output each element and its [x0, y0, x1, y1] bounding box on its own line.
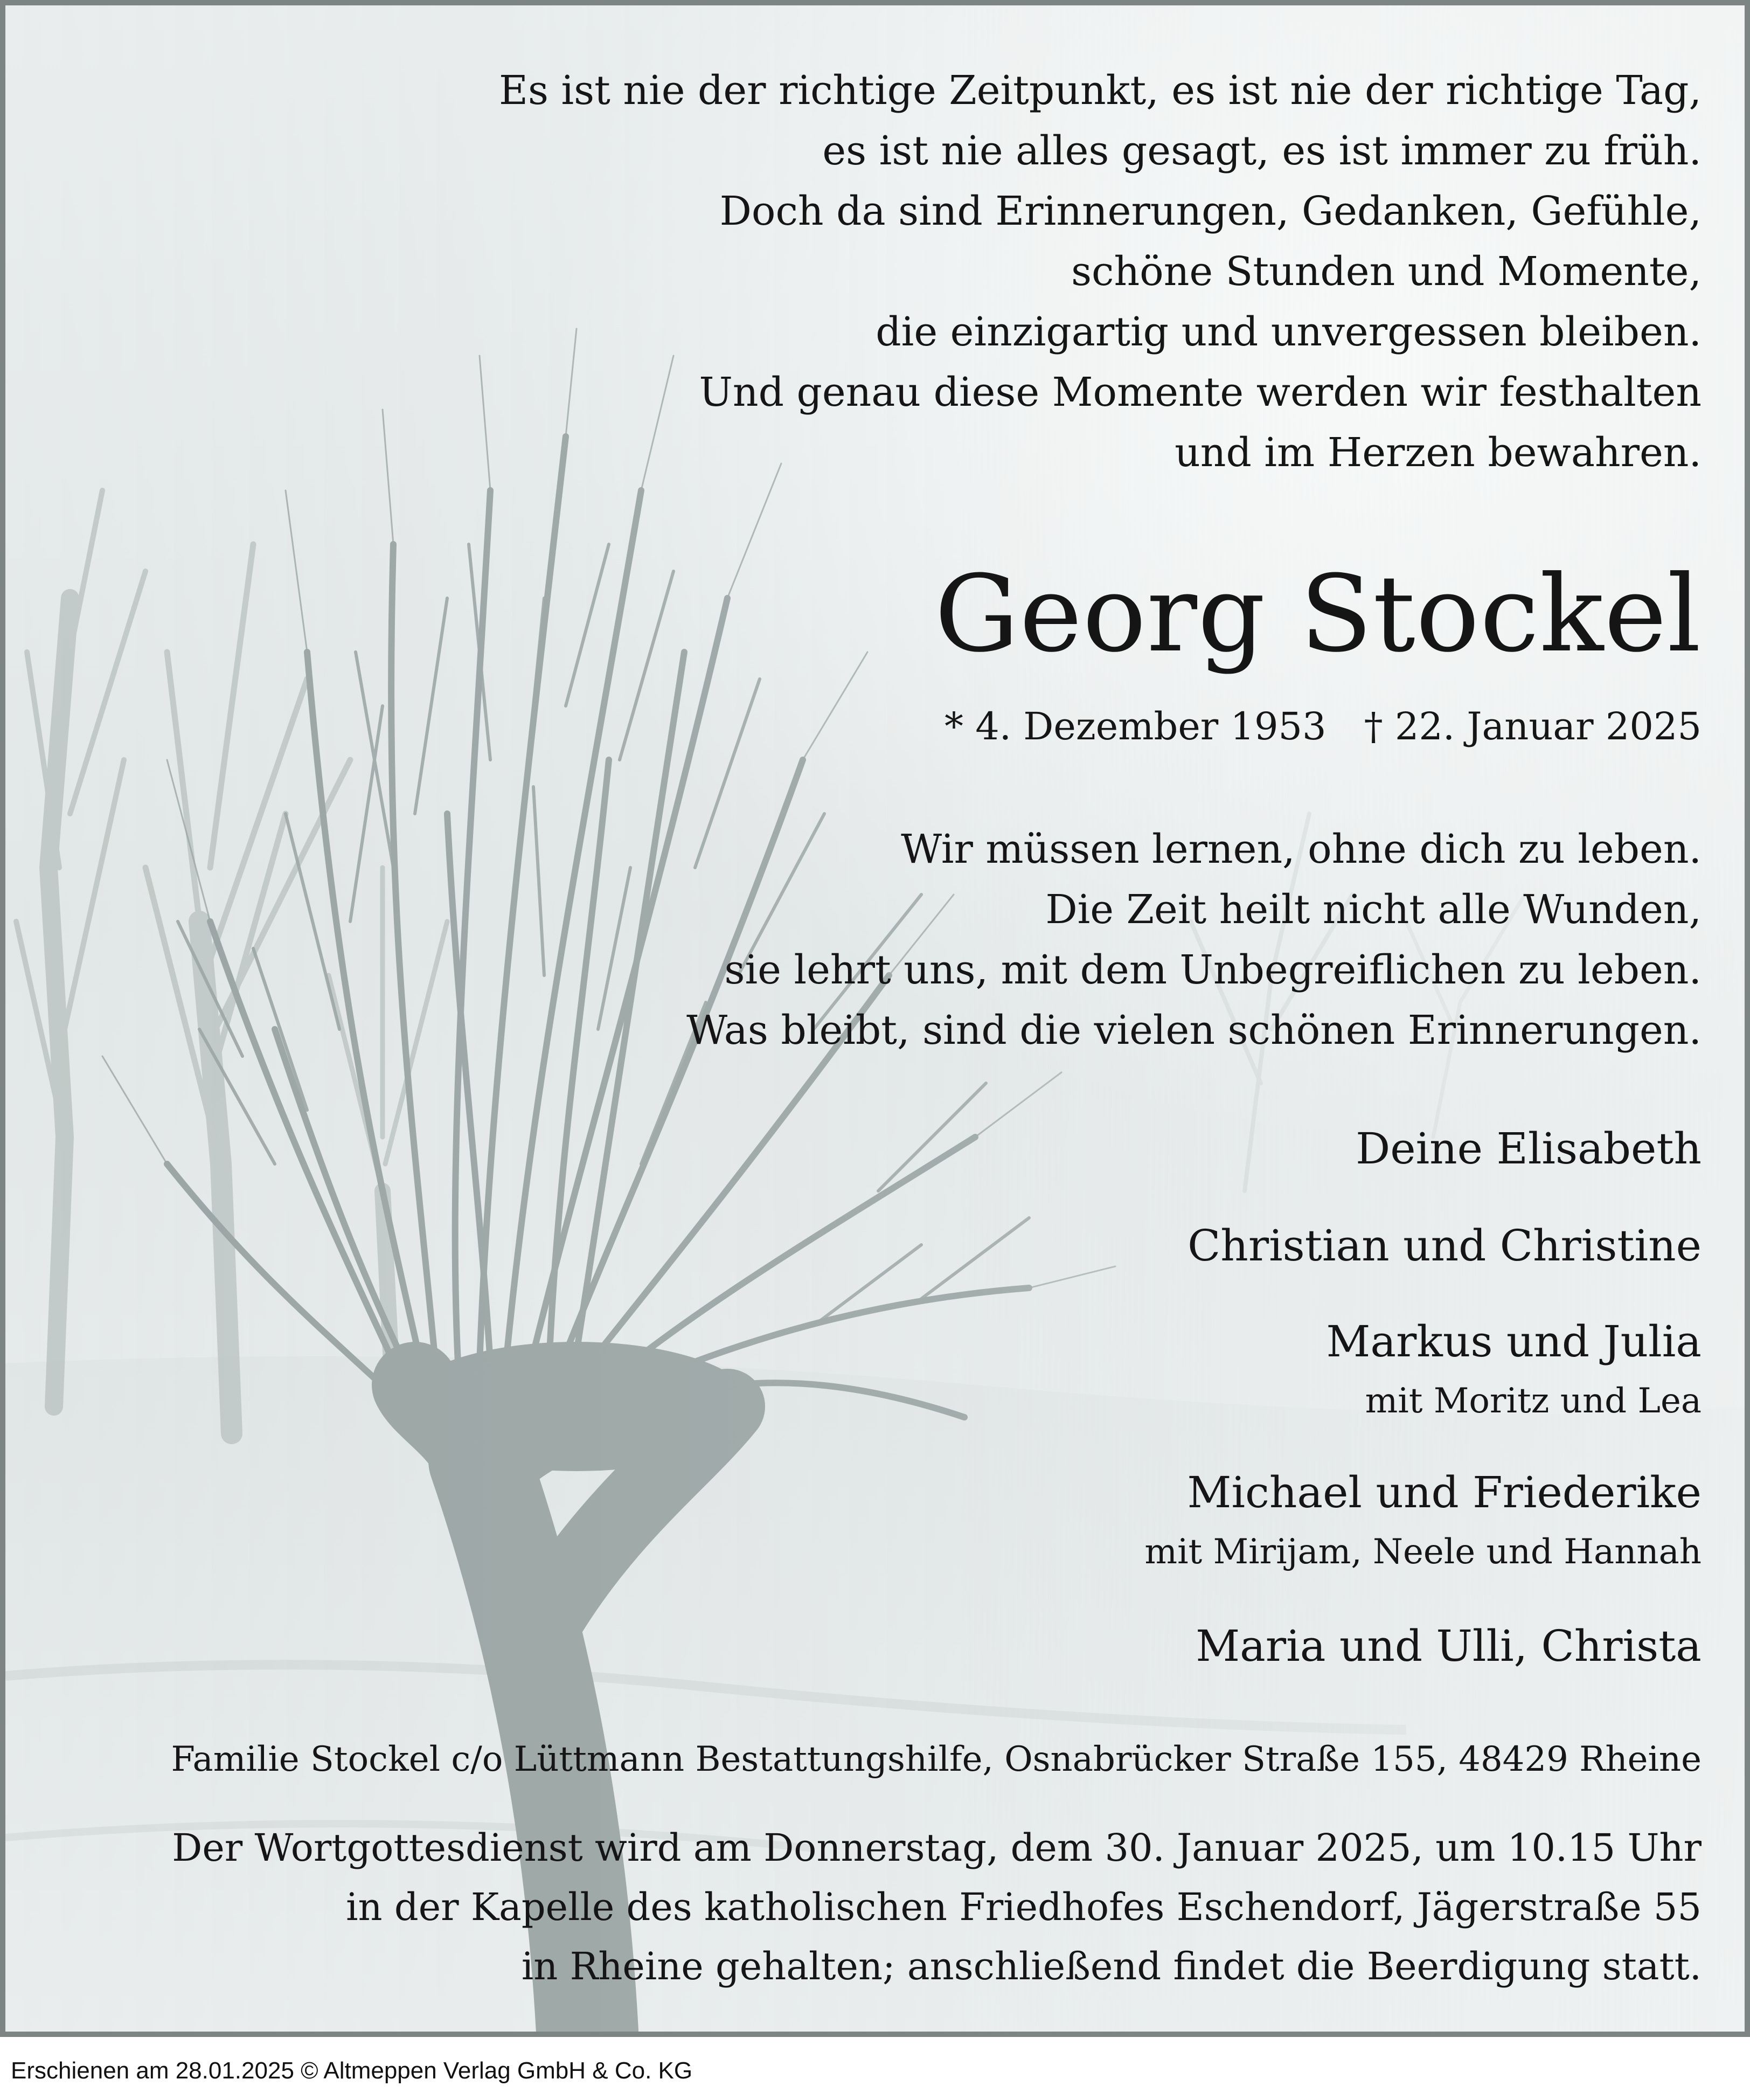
deceased-name: Georg Stockel [934, 553, 1702, 676]
mourner-name: Deine Elisabeth [1356, 1124, 1702, 1174]
second-poem-line: Was bleibt, sind die vielen schönen Erinnerungen. [686, 1007, 1702, 1054]
mourner-name: Markus und Julia [1326, 1316, 1702, 1367]
notice-text [5, 5, 1745, 2032]
top-poem-line: Doch da sind Erinnerungen, Gedanken, Gefühle, [719, 188, 1702, 234]
mourner-name: Maria und Ulli, Christa [1196, 1621, 1702, 1671]
top-poem-line: es ist nie alles gesagt, es ist immer zu früh. [822, 128, 1702, 174]
service-info-line: in der Kapelle des katholischen Friedhofes Eschendorf, Jägerstraße 55 [346, 1885, 1702, 1929]
family-address: Familie Stockel c/o Lüttmann Bestattungshilfe, Osnabrücker Straße 155, 48429 Rheine [171, 1739, 1702, 1779]
mourner-children: mit Mirijam, Neele und Hannah [1144, 1532, 1702, 1572]
top-poem-line: die einzigartig und unvergessen bleiben. [876, 309, 1702, 355]
publication-footer: Erschienen am 28.01.2025 © Altmeppen Verlag GmbH & Co. KG [11, 2057, 693, 2084]
top-poem-line: und im Herzen bewahren. [1175, 429, 1702, 476]
top-poem-line: Und genau diese Momente werden wir festhalten [699, 369, 1702, 415]
service-info-line: Der Wortgottesdienst wird am Donnerstag, dem 30. Januar 2025, um 10.15 Uhr [172, 1826, 1702, 1870]
death-date: † 22. Januar 2025 [1364, 704, 1702, 748]
second-poem-line: Die Zeit heilt nicht alle Wunden, [1045, 886, 1702, 933]
service-info-line: in Rheine gehalten; anschließend findet die Beerdigung statt. [521, 1944, 1702, 1988]
mourner-children: mit Moritz und Lea [1365, 1381, 1702, 1421]
second-poem-line: Wir müssen lernen, ohne dich zu leben. [901, 826, 1702, 872]
birth-date: * 4. Dezember 1953 [944, 704, 1327, 748]
life-dates [945, 702, 1702, 751]
mourner-name: Christian und Christine [1188, 1221, 1702, 1271]
second-poem-line: sie lehrt uns, mit dem Unbegreiflichen zu leben. [724, 947, 1702, 993]
top-poem-line: schöne Stunden und Momente, [1071, 248, 1702, 295]
top-poem-line: Es ist nie der richtige Zeitpunkt, es ist nie der richtige Tag, [498, 67, 1702, 114]
mourner-name: Michael und Friederike [1187, 1467, 1702, 1517]
